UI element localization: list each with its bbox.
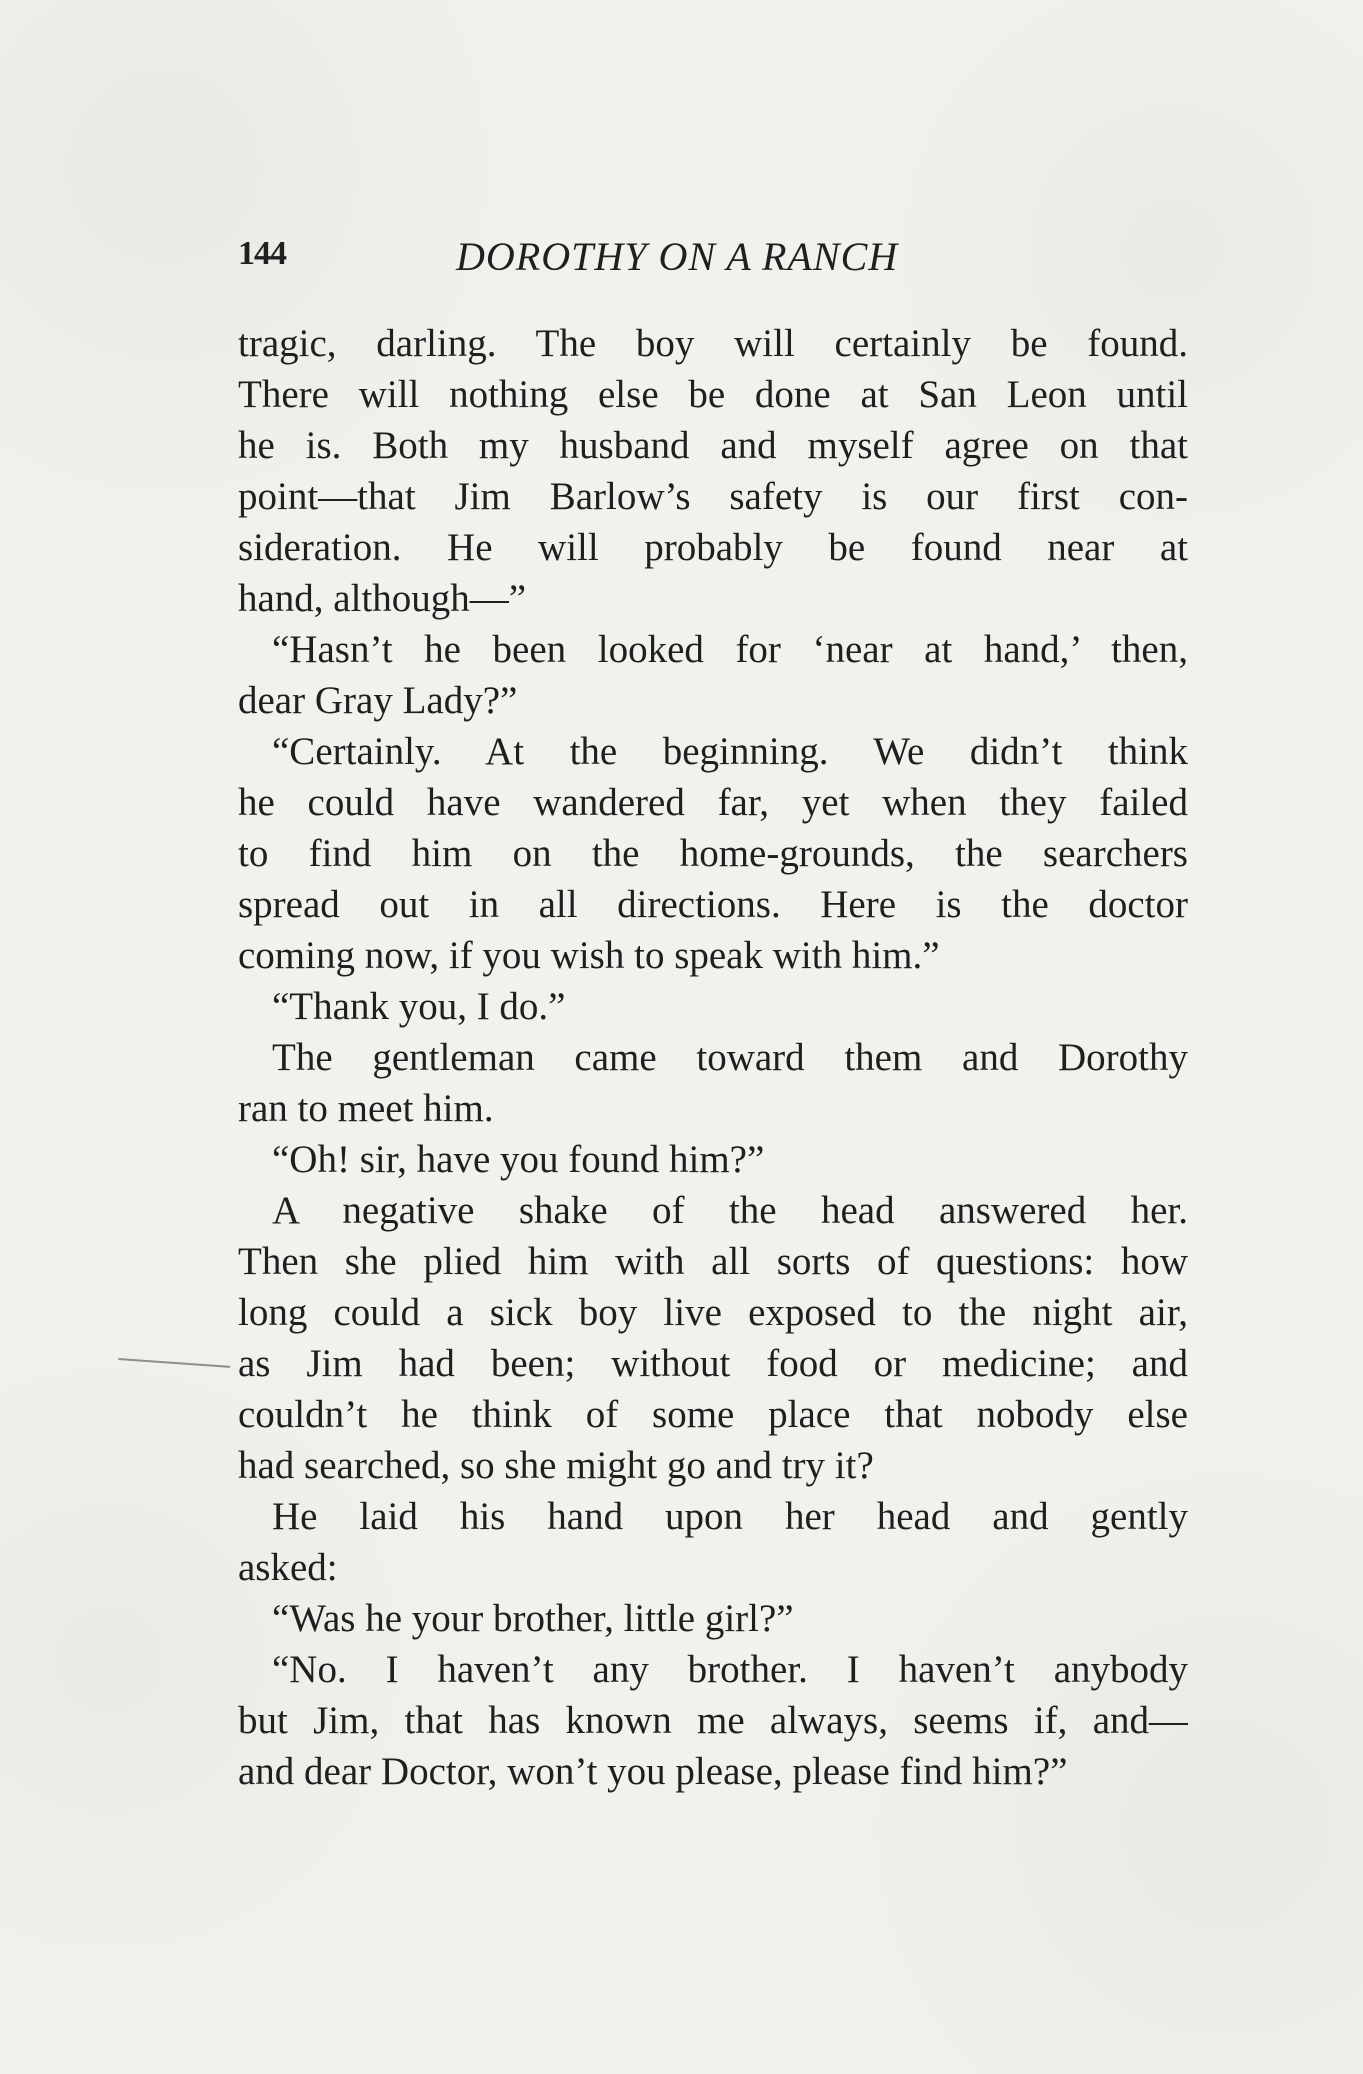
text-line: spread out in all directions. Here is the doctor: [238, 883, 1188, 926]
text-line: “Thank you, I do.”: [272, 985, 566, 1028]
text-line: “Was he your brother, little girl?”: [272, 1597, 794, 1640]
text-line: tragic, darling. The boy will certainly be found.: [238, 322, 1188, 365]
text-line: couldn’t he think of some place that nobody else: [238, 1393, 1188, 1436]
text-line: “Oh! sir, have you found him?”: [272, 1138, 765, 1181]
text-line: dear Gray Lady?”: [238, 679, 518, 722]
text-line: he is. Both my husband and myself agree on that: [238, 424, 1188, 467]
text-line: sideration. He will probably be found near at: [238, 526, 1188, 569]
text-line: “Hasn’t he been looked for ‘near at hand,’ then,: [272, 628, 1188, 671]
text-line: and dear Doctor, won’t you please, please find him?”: [238, 1750, 1068, 1793]
running-title: DOROTHY ON A RANCH: [456, 234, 899, 279]
text-line: had searched, so she might go and try it?: [238, 1444, 874, 1487]
margin-stroke: [118, 1358, 231, 1380]
text-line: but Jim, that has known me always, seems if, and—: [238, 1699, 1188, 1742]
text-line: point—that Jim Barlow’s safety is our first con-: [238, 475, 1188, 518]
text-line: coming now, if you wish to speak with him.”: [238, 934, 940, 977]
text-line: to find him on the home-grounds, the searchers: [238, 832, 1188, 875]
text-line: asked:: [238, 1546, 338, 1589]
text-line: There will nothing else be done at San Leon until: [238, 373, 1188, 416]
text-line: “Certainly. At the beginning. We didn’t think: [272, 730, 1188, 773]
page-header: [238, 225, 1188, 285]
text-line: long could a sick boy live exposed to the night air,: [238, 1291, 1188, 1334]
text-line: as Jim had been; without food or medicine; and: [238, 1342, 1188, 1385]
page-number: 144: [238, 235, 286, 272]
text-line: A negative shake of the head answered her.: [272, 1189, 1188, 1232]
text-line: “No. I haven’t any brother. I haven’t anybody: [272, 1648, 1188, 1691]
text-line: hand, although—”: [238, 577, 527, 620]
body-text: [238, 318, 1188, 1797]
text-line: The gentleman came toward them and Dorothy: [272, 1036, 1188, 1079]
text-line: he could have wandered far, yet when they failed: [238, 781, 1188, 824]
text-line: Then she plied him with all sorts of questions: how: [238, 1240, 1188, 1283]
text-line: ran to meet him.: [238, 1087, 494, 1130]
text-line: He laid his hand upon her head and gently: [272, 1495, 1188, 1538]
